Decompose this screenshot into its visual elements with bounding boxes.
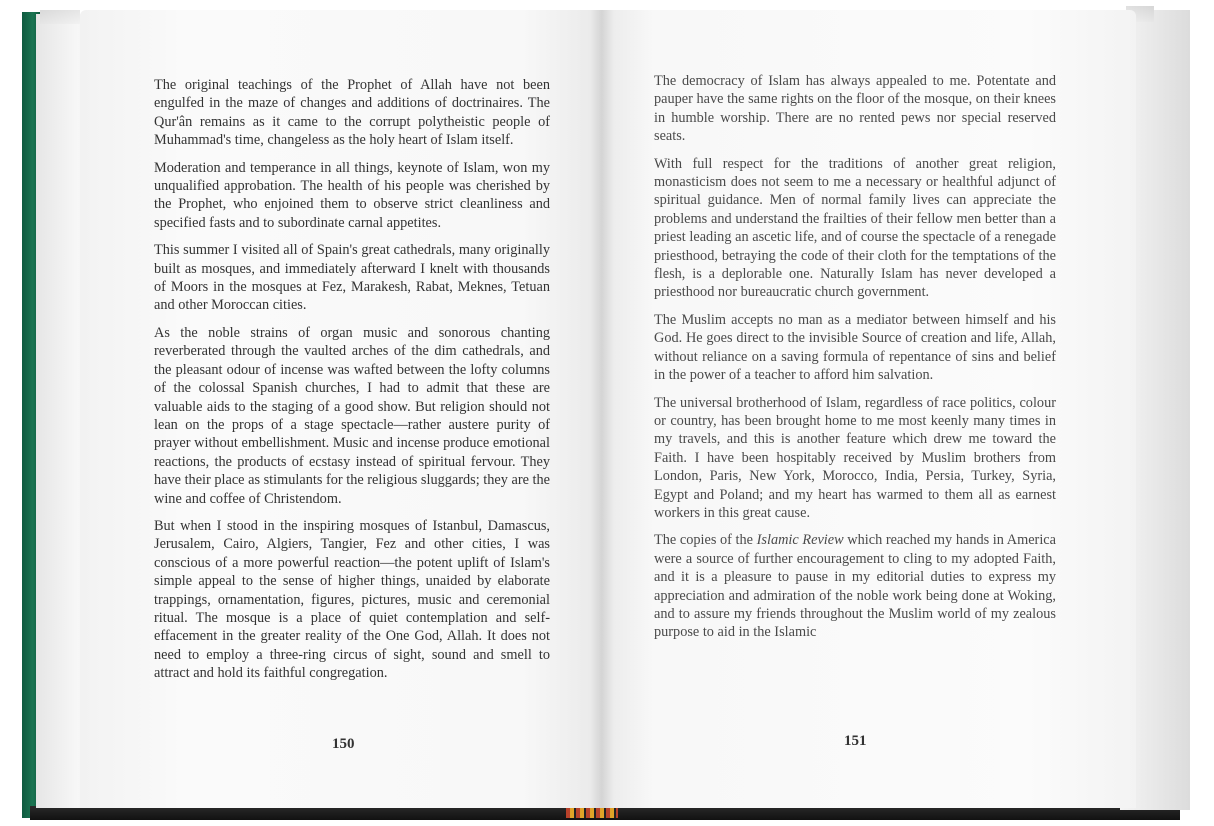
left-paragraph-2: Moderation and temperance in all things, keynote of Islam, won my unqualified approbation. The health of his people was cherished by the Prophet, who enjoined them to observe strict cleanliness and specified fasts and to subordinate carnal appetites. [154, 159, 550, 231]
islamic-review-title: Islamic Review [756, 532, 844, 549]
right-paragraph-2: With full respect for the traditions of another great religion, monasticism does not seem to me a necessary or healthful adjunct of spiritual guidance. Men of normal family lives can appreciate the problems and understand the frailties of their fellow men better than a priest leading an ascetic life, and of course the spectacle of a renegade priesthood, betraying the code of their cloth for the temptations of the flesh, is a deplorable one. Naturally Islam has never developed a priesthood nor bureaucratic church government. [654, 155, 1056, 301]
right-page [600, 10, 1136, 808]
left-page-corner [40, 10, 80, 24]
left-paragraph-1: The original teachings of the Prophet of Allah have not been engulfed in the maze of changes and additions of doctrinaires. The Qur'ân remains as it came to the corrupt polytheistic people of Muhammad's time, changeless as the holy heart of Islam itself. [154, 77, 550, 149]
left-page-number: 150 [332, 736, 355, 752]
right-paragraph-5 [654, 531, 1056, 641]
book-gutter-shadow [590, 10, 614, 808]
left-paragraph-5: But when I stood in the inspiring mosques of Istanbul, Damascus, Jerusalem, Cairo, Algiers, Tangier, Fez and other cities, I was conscious of a more powerful reaction—the potent uplift of Islam's simple appeal to the sense of higher things, unaided by elaborate trappings, ornamentation, figures, pictures, music and ceremonial ritual. The mosque is a place of quiet contemplation and self-effacement in the greater reality of the One God, Allah. It does not need to employ a three-ring circus of sight, sound and smell to attract and hold its faithful congregation. [154, 517, 550, 682]
right-paragraph-5-after: which reached my hands in America were a source of further encouragement to cling to my adopted Faith, and it is a pleasure to pause in my editorial duties to express my appreciation and admiration of the noble work being done at Woking, and to assure my friends throughout the Muslim world of my zealous purpose to aid in the Islamic [654, 532, 1056, 641]
left-paragraph-4: As the noble strains of organ music and sonorous chanting reverberated through the vaulted arches of the dim cathedrals, and the pleasant odour of incense was wafted between the lofty columns of the colossal Spanish churches, I had to admit that these are valuable aids to the staging of a good show. But religion should not lean on the props of a stage spectacle—rather austere purity of prayer without embellishment. Music and incense produce emotional reactions, the products of ecstasy instead of spiritual fervour. They have their place as stimulants for the religious sluggards; they are the wine and coffee of Christendom. [154, 324, 550, 507]
right-page-number: 151 [844, 733, 867, 749]
left-page-text [154, 76, 550, 692]
left-paragraph-3: This summer I visited all of Spain's great cathedrals, many originally built as mosques, and immediately afterward I knelt with thousands of Moors in the mosques at Fez, Marakesh, Rabat, Meknes, Tetuan and other Moroccan cities. [154, 242, 550, 314]
right-paragraph-5-before: The copies of the [654, 532, 757, 549]
right-paragraph-1: The democracy of Islam has always appealed to me. Potentate and pauper have the same rights on the floor of the mosque, on their knees in humble worship. There are no rented pews nor special reserved seats. [654, 73, 1056, 145]
right-page-text [654, 72, 1056, 651]
right-paragraph-4: The universal brotherhood of Islam, regardless of race politics, colour or country, has been brought home to me most keenly many times in my travels, and this is another feature which drew me toward the Faith. I have been hospitably received by Muslim brothers from London, Paris, New York, Morocco, India, Persia, Turkey, Syria, Egypt and Poland; and my heart has warmed to them all as earnest workers in this great cause. [654, 394, 1056, 521]
left-page [80, 10, 600, 808]
right-paragraph-3: The Muslim accepts no man as a mediator between himself and his God. He goes direct to the invisible Source of creation and life, Allah, without reliance on a saving formula of repentance of sins and belief in the power of a teacher to afford him salvation. [654, 311, 1056, 384]
